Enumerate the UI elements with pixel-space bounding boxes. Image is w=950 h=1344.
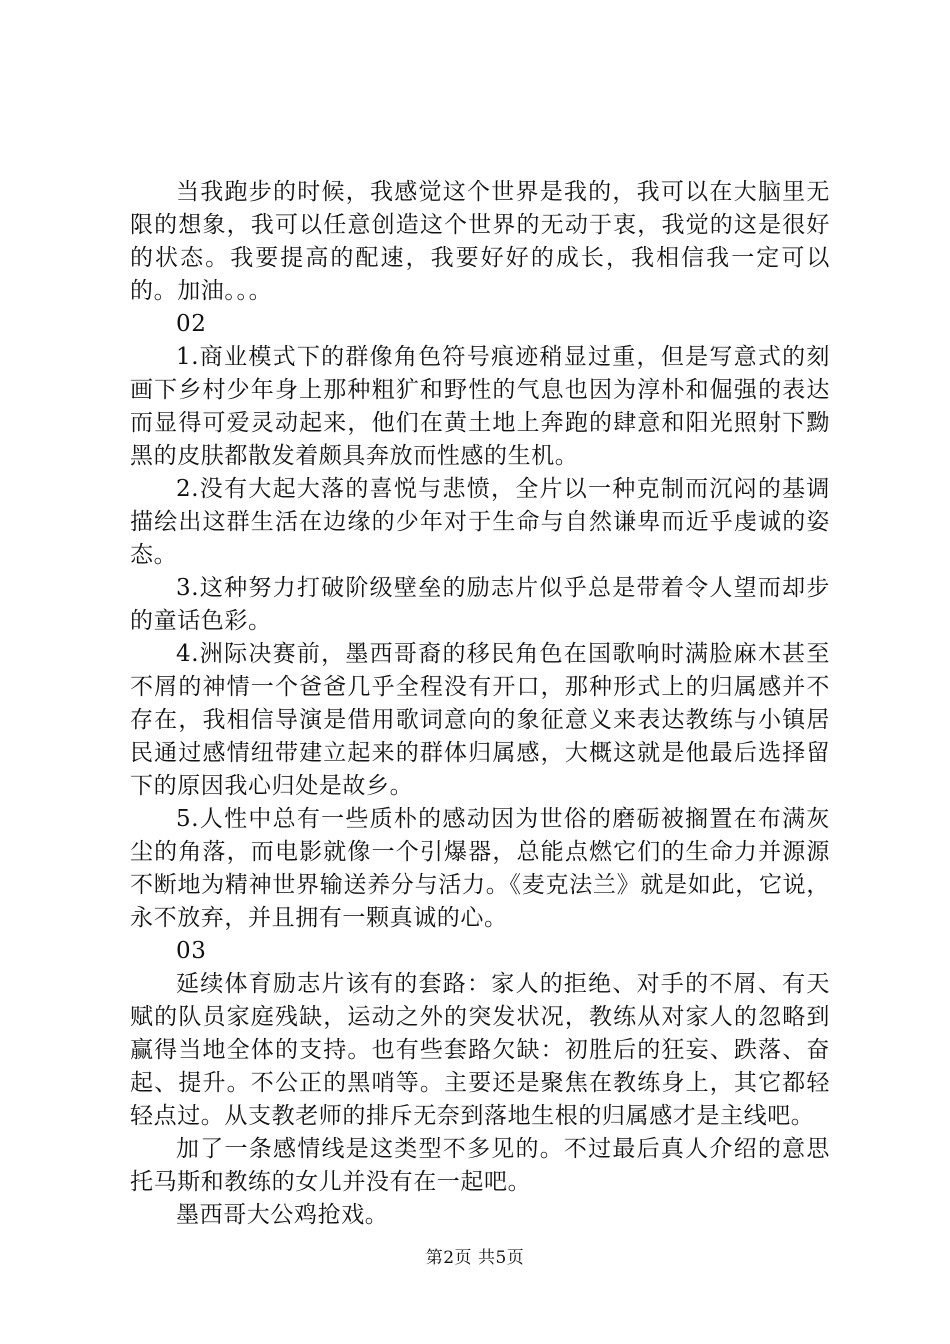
page-number-footer: 第2页 共5页 <box>425 1248 525 1268</box>
paragraph-sports-formula: 延续体育励志片该有的套路：家人的拒绝、对手的不屑、有天赋的队员家庭残缺，运动之外的突发状况，教练从对家人的忽略到赢得当地全体的支持。也有些套路欠缺：初胜后的狂妄、跌落、奋起、提升。不公正的黑哨等。主要还是聚焦在教练身上，其它都轻轻点过。从支教老师的排斥无奈到落地生根的归属感才是主线吧。 <box>130 971 830 1129</box>
paragraph-point-1: 1.商业模式下的群像角色符号痕迹稍显过重，但是写意式的刻画下乡村少年身上那种粗犷和野性的气息也因为淳朴和倔强的表达而显得可爱灵动起来，他们在黄土地上奔跑的肆意和阳光照射下黝黑的皮肤都散发着颇具奔放而性感的生机。 <box>130 344 830 469</box>
paragraph-point-5: 5.人性中总有一些质朴的感动因为世俗的磨砺被搁置在布满灰尘的角落，而电影就像一个引爆器，总能点燃它们的生命力并源源不断地为精神世界输送养分与活力。《麦克法兰》就是如此，它说，永不放弃，并且拥有一颗真诚的心。 <box>130 806 830 931</box>
paragraph-love-line: 加了一条感情线是这类型不多见的。不过最后真人介绍的意思托马斯和教练的女儿并没有在一起吧。 <box>130 1136 830 1195</box>
section-number-02: 02 <box>176 311 207 337</box>
paragraph-rooster: 墨西哥大公鸡抢戏。 <box>176 1202 389 1228</box>
document-body <box>130 176 830 1232</box>
paragraph-point-2: 2.没有大起大落的喜悦与悲愤，全片以一种克制而沉闷的基调描绘出这群生活在边缘的少年对于生命与自然谦卑而近乎虔诚的姿态。 <box>130 476 830 568</box>
section-number-03: 03 <box>176 938 207 964</box>
paragraph-point-3: 3.这种努力打破阶级壁垒的励志片似乎总是带着令人望而却步的童话色彩。 <box>130 575 830 634</box>
paragraph-point-4: 4.洲际决赛前，墨西哥裔的移民角色在国歌响时满脸麻木甚至不屑的神情一个爸爸几乎全程没有开口，那种形式上的归属感并不存在，我相信导演是借用歌词意向的象征意义来表达教练与小镇居民通过感情纽带建立起来的群体归属感，大概这就是他最后选择留下的原因我心归处是故乡。 <box>130 641 830 799</box>
paragraph-running: 当我跑步的时候，我感觉这个世界是我的，我可以在大脑里无限的想象，我可以任意创造这个世界的无动于衷，我觉的这是很好的状态。我要提高的配速，我要好好的成长，我相信我一定可以的。加油。。。 <box>130 179 830 304</box>
